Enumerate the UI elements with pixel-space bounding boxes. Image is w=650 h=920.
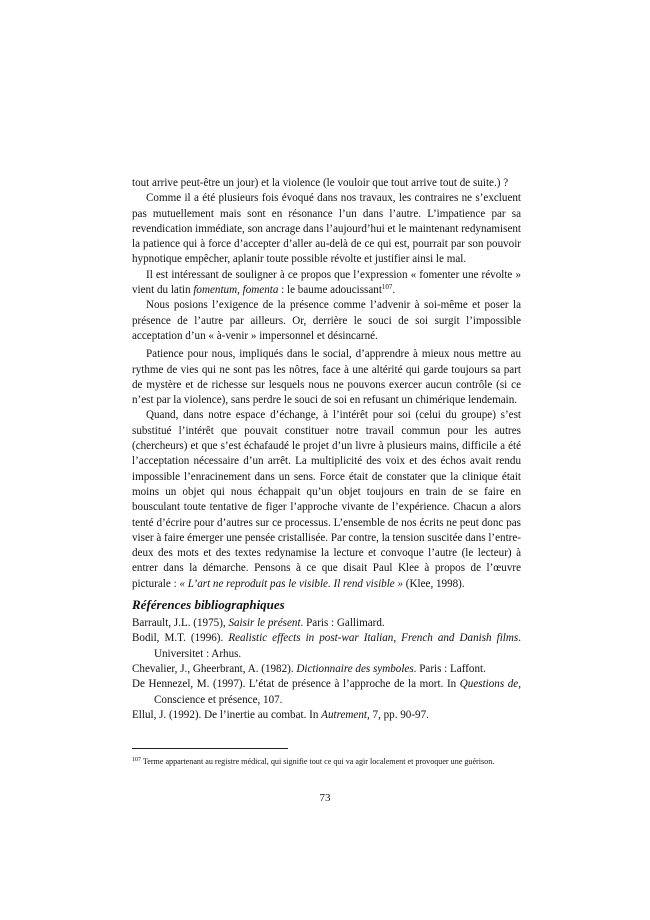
reference-item (132, 662, 521, 677)
reference-title: Realistic effects in post-war Italian, French and Danish films (228, 632, 519, 645)
footnote-text: Terme appartenant au registre médical, qui signifie tout ce qui va agir localement et provoquer une guérison. (141, 757, 495, 766)
paragraph-1: tout arrive peut-être un jour) et la violence (le vouloir que tout arrive tout de suite.) ? (132, 177, 509, 189)
references-list (132, 616, 521, 723)
paragraph-3 (132, 268, 521, 299)
footnote-number: 107 (132, 757, 141, 763)
reference-item (132, 677, 521, 708)
paragraph-6-text-a: Quand, dans notre espace d’échange, à l’intérêt pour soi (celui du groupe) s’est substitué l’intérêt que pouvait constituer notre travail commun pour les autres (chercheurs) et que s’est échafaudé le projet d’un livre à plusieurs mains, difficile a été l’acceptation nécessaire d’un arrêt. La multiplicité des voix et des échos avait rendu impossible l’enracinement dans un sens. Force était de constater que la clinique était moins un objet qui nous échappait qu’un objet toujours en train de se faire en bousculant toute tentative de figer l’approche vivante de l’expérience. Chacun a alors tenté d’écrire pour d’autres sur ce processus. L’ensemble de nos écrits ne peut donc pas viser à faire émerger une pensée cristallisée. Par contre, la tension suscitée dans l’entre-deux des mots et des textes redynamise la lecture et convoque l’autre (le lecteur) à entrer dans la démarche. Pensons à ce que disait Paul Klee à propos de l’œuvre picturale : (132, 409, 521, 590)
reference-item (132, 708, 521, 723)
reference-authors: Barrault, J.L. (1975), (132, 617, 229, 630)
reference-item (132, 631, 521, 662)
reference-publisher: 7, pp. 90-97. (369, 708, 429, 721)
reference-authors: Ellul, J. (1992). De l’inertie au combat. In (132, 708, 322, 721)
reference-title: Questions de, (459, 678, 521, 691)
reference-authors: Chevalier, J., Gheerbrant, A. (1982). (132, 662, 297, 675)
page-number: 73 (319, 792, 331, 804)
paragraph-4: Nous posions l’exigence de la présence comme l’advenir à soi-même et poser la présence de l’autre par ailleurs. Or, derrière le souci de soi surgit l’impossible acceptation d’un « à-venir » impersonnel et désincarné. (132, 299, 521, 342)
reference-authors: Bodil, M.T. (1996). (132, 632, 229, 645)
paragraph-2: Comme il a été plusieurs fois évoqué dans nos travaux, les contraires ne s’excluent pas mutuellement mais sont en résonance l’un dans l’autre. L’impatience par sa revendication immédiate, son ancrage dans l’aujourd’hui et le maintenant redynamisent la patience qui à force d’accepter d’aller au-delà de ce qui est, pourrait par son pouvoir hypnotique empêcher, aplanir toute possible révolte et justifier ainsi le mal. (132, 192, 521, 266)
footnote-reference[interactable]: 107 (381, 283, 393, 292)
paragraph-3-text-f: . (392, 284, 396, 297)
reference-publisher: . Paris : Gallimard. (300, 617, 385, 630)
paragraph-3-text-e: : le baume adoucissant (278, 284, 382, 297)
klee-quote: « L’art ne reproduit pas le visible. Il rend visible » (179, 577, 404, 590)
paragraph-6 (132, 408, 521, 592)
paragraph-6-text-b: (Klee, 1998). (403, 577, 465, 590)
footnote (132, 755, 521, 768)
reference-publisher: . Universitet : Arhus. (154, 632, 521, 660)
paragraph-3-text-a: Il est intéressant de souligner à ce propos que l’expression « fomenter une révolte » vient du latin (132, 268, 521, 297)
paragraph-5: Patience pour nous, impliqués dans le social, d’apprendre à mieux nous mettre au rythme de vies qui ne sont pas les nôtres, face à une altérité qui garde toujours sa part de mystère et de richesse sur lesquels nous ne pouvons exercer aucun contrôle (si ce n’est par la violence), sans perdre le souci de soi en refusant un chimérique lendemain. (132, 348, 521, 407)
footnote-divider (132, 748, 288, 749)
reference-authors: De Hennezel, M. (1997). L’état de présence à l’approche de la mort. In (132, 678, 460, 691)
reference-item (132, 616, 521, 631)
paragraph-3-text-c: , (237, 284, 243, 297)
term-fomenta: fomenta (242, 284, 279, 297)
reference-title: Autrement, (321, 708, 370, 721)
references-heading: Références bibliographiques (132, 597, 285, 613)
term-fomentum: fomentum (193, 284, 238, 297)
reference-title: Dictionnaire des symboles (296, 662, 414, 675)
reference-publisher: . Paris : Laffont. (413, 662, 486, 675)
page-body (132, 176, 521, 723)
reference-publisher: Conscience et présence, 107. (154, 693, 283, 706)
reference-title: Saisir le présent (228, 617, 301, 630)
